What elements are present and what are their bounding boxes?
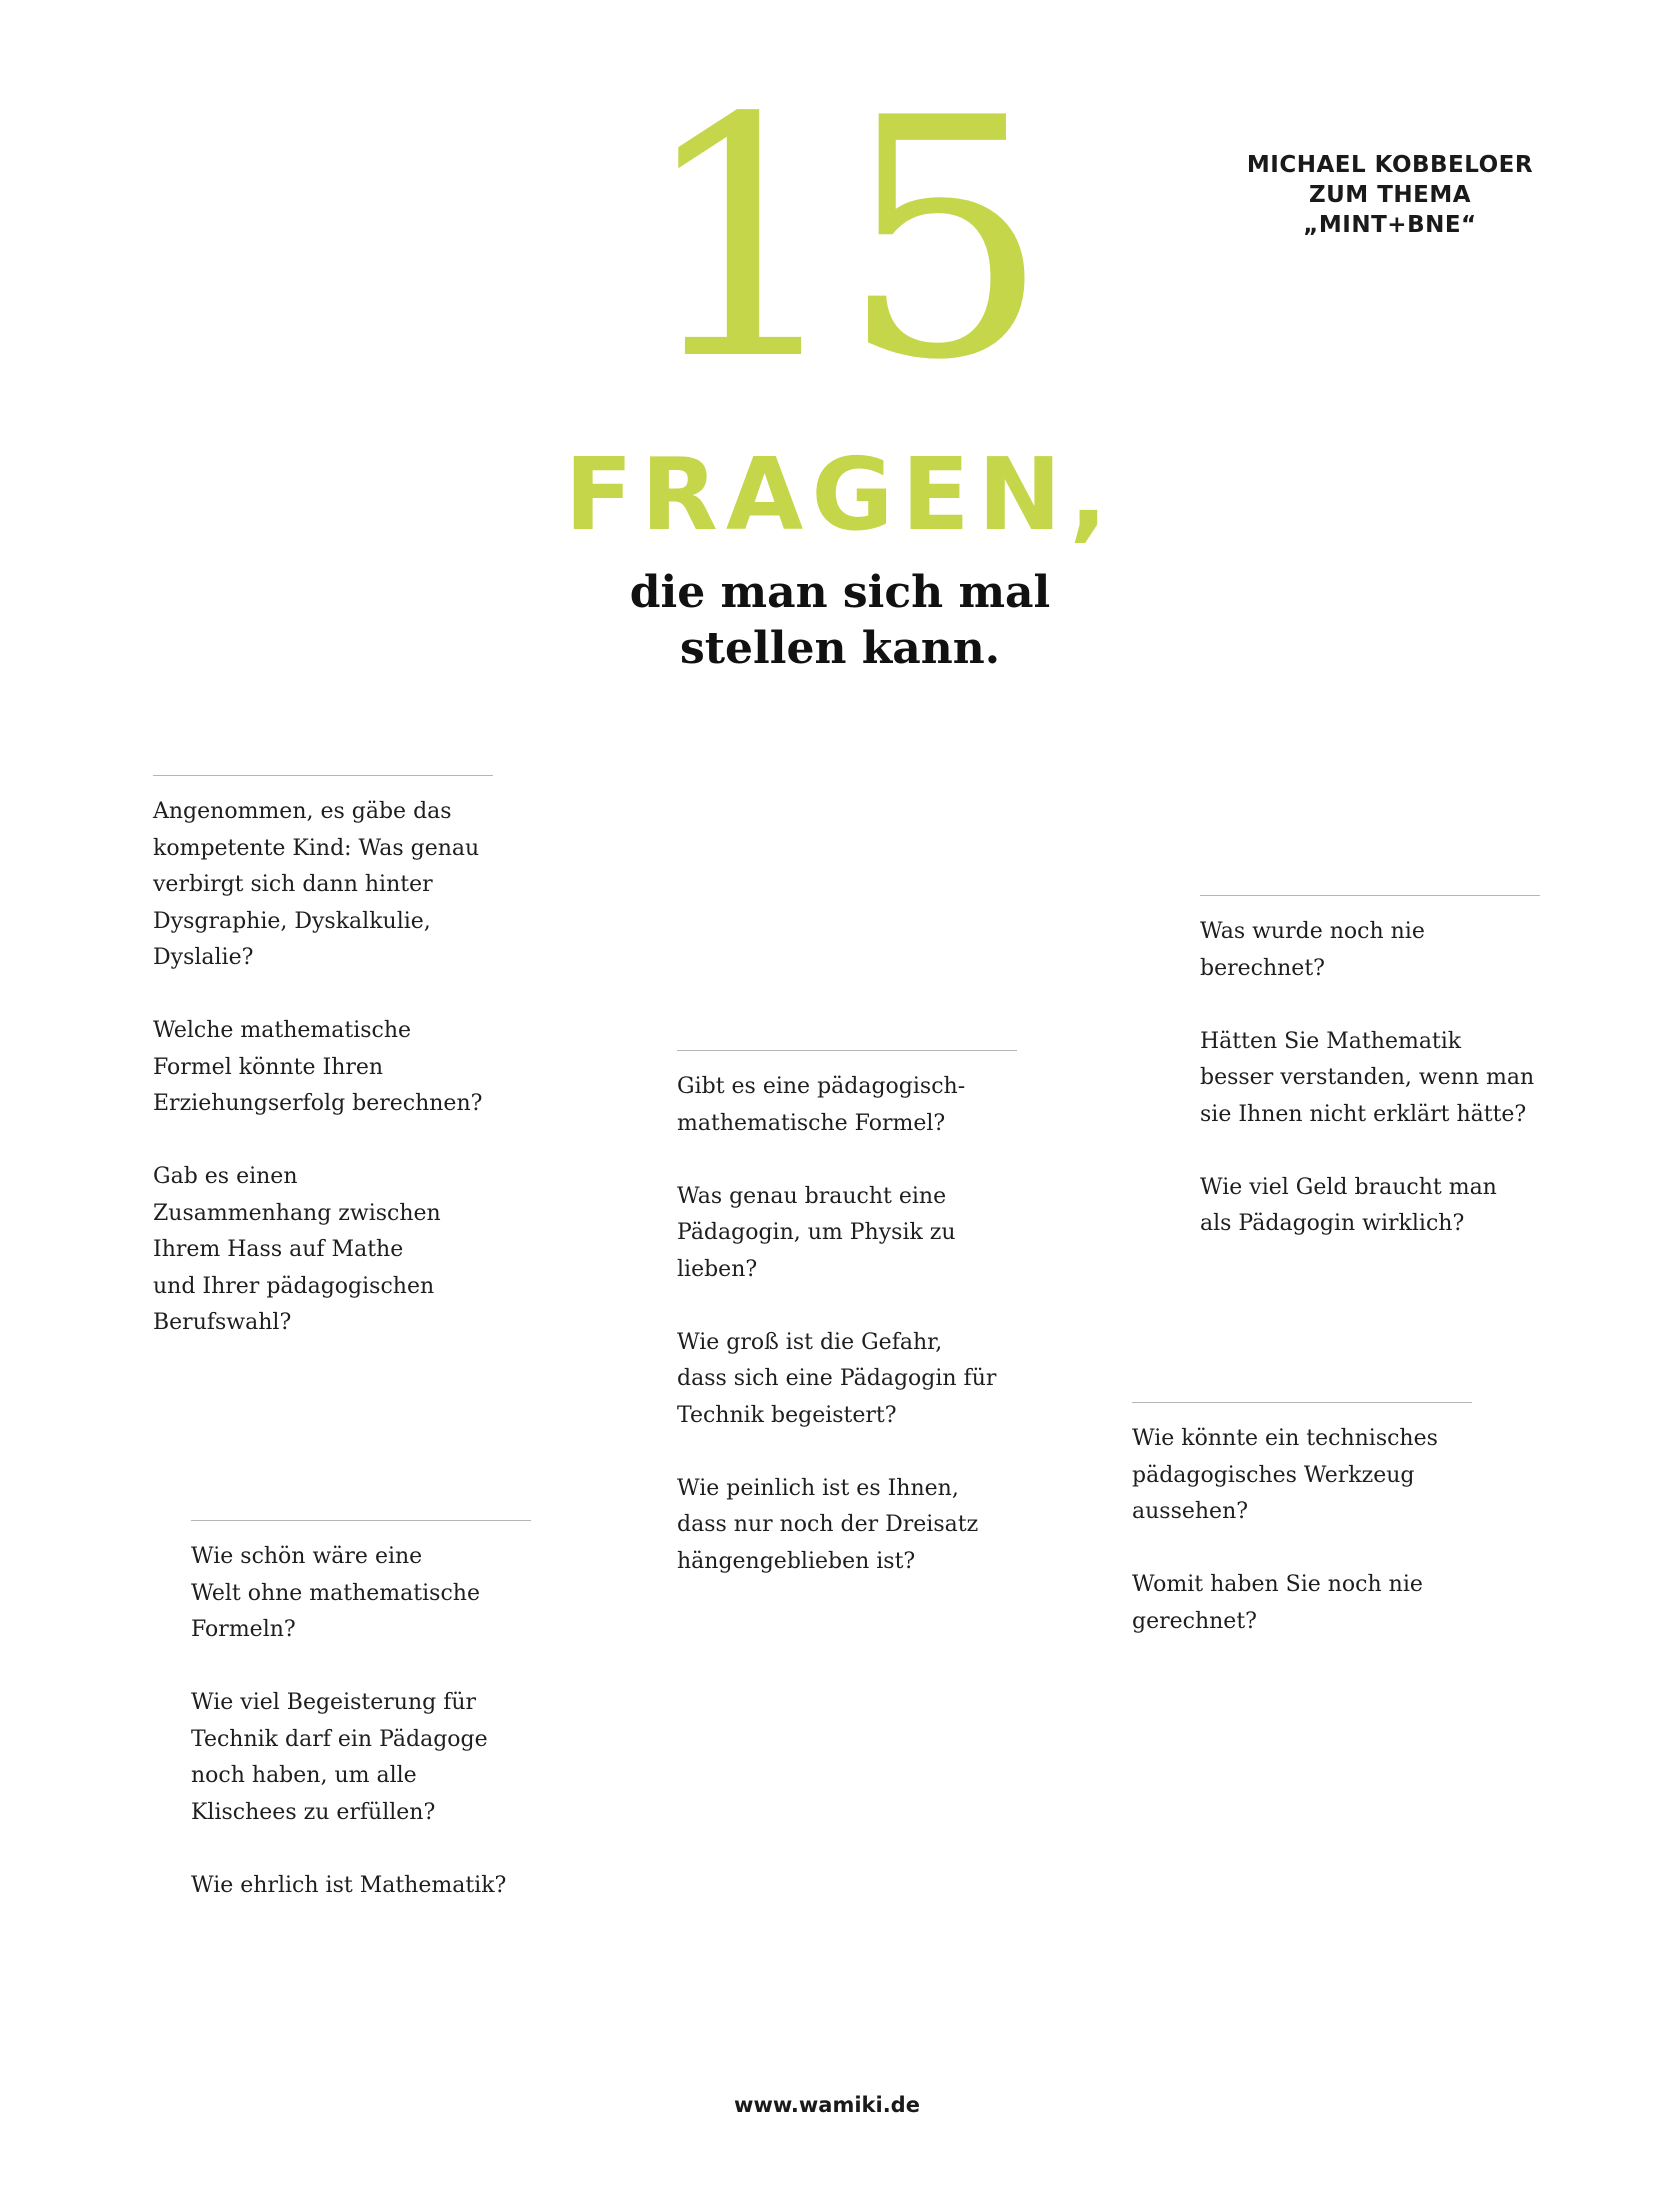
question-line: als Pädagogin wirklich? (1200, 1211, 1465, 1236)
question (191, 1539, 531, 1649)
question-line: Dyslalie? (153, 945, 254, 970)
question-line: kompetente Kind: Was genau (153, 835, 480, 861)
question-block-5 (1132, 1402, 1472, 1640)
question-block-4 (1200, 895, 1540, 1243)
title-subtitle (560, 565, 1120, 677)
question-block-2 (191, 1520, 531, 1904)
question-line: Womit haben Sie noch nie (1132, 1572, 1423, 1597)
question-line: Wie viel Geld braucht man (1200, 1174, 1497, 1200)
question (1132, 1421, 1472, 1531)
question (1200, 1170, 1540, 1243)
question (677, 1325, 1017, 1435)
question-line: Formel könnte Ihren (153, 1054, 384, 1080)
question-line: und Ihrer pädagogischen (153, 1273, 435, 1299)
question-line: Formeln? (191, 1617, 296, 1642)
question (153, 1159, 493, 1342)
question (191, 1685, 531, 1831)
question-line: Klischees zu erfüllen? (191, 1799, 436, 1825)
title-number: 15 (638, 48, 1042, 432)
question-line: noch haben, um alle (191, 1763, 417, 1788)
question (153, 794, 493, 977)
question-line: Welche mathematische (153, 1018, 412, 1043)
subtitle-line: die man sich mal (629, 567, 1051, 618)
question-line: berechnet? (1200, 955, 1325, 981)
question-line: Ihrem Hass auf Mathe (153, 1237, 404, 1262)
subtitle-line: stellen kann. (679, 623, 1001, 674)
question-line: Wie groß ist die Gefahr, (677, 1329, 943, 1355)
question-line: Dysgraphie, Dyskalkulie, (153, 908, 431, 934)
footer-url[interactable]: www.wamiki.de (734, 2093, 920, 2117)
question-line: lieben? (677, 1256, 758, 1282)
question-line: Welt ohne mathematische (191, 1580, 480, 1606)
question (153, 1013, 493, 1123)
question-line: Wie peinlich ist es Ihnen, (677, 1475, 959, 1501)
question-line: Wie viel Begeisterung für (191, 1690, 477, 1715)
title-headline: FRAGEN, (564, 436, 1116, 553)
question-line: Berufswahl? (153, 1310, 292, 1335)
question-line: Angenommen, es gäbe das (153, 799, 452, 824)
question-block-1 (153, 775, 493, 1342)
author-info (1220, 150, 1560, 240)
question-line: sie Ihnen nicht erklärt hätte? (1200, 1101, 1527, 1127)
question-line: Hätten Sie Mathematik (1200, 1028, 1462, 1054)
question (677, 1471, 1017, 1581)
question-line: Pädagogin, um Physik zu (677, 1220, 956, 1245)
question-line: Was genau braucht eine (677, 1183, 947, 1209)
question-line: Erziehungserfolg berechnen? (153, 1091, 483, 1116)
question-line: pädagogisches Werkzeug (1132, 1462, 1415, 1488)
question-line: Technik begeistert? (677, 1402, 897, 1428)
question-line: gerechnet? (1132, 1608, 1257, 1634)
question (677, 1179, 1017, 1289)
question-line: Gibt es eine pädagogisch- (677, 1074, 966, 1099)
question (1132, 1567, 1472, 1640)
question-line: Wie könnte ein technisches (1132, 1426, 1438, 1451)
question-line: Wie ehrlich ist Mathematik? (191, 1872, 507, 1898)
question-line: Technik darf ein Pädagoge (191, 1726, 488, 1752)
topic-name: „MINT+BNE“ (1303, 212, 1477, 238)
question-line: Gab es einen (153, 1164, 298, 1189)
question-line: besser verstanden, wenn man (1200, 1065, 1535, 1090)
question (1200, 914, 1540, 987)
topic-label: ZUM THEMA (1308, 182, 1472, 208)
question-line: mathematische Formel? (677, 1110, 946, 1136)
question-line: hängengeblieben ist? (677, 1548, 916, 1574)
question-line: dass nur noch der Dreisatz (677, 1512, 979, 1537)
question-line: aussehen? (1132, 1499, 1249, 1524)
question-line: verbirgt sich dann hinter (153, 872, 433, 897)
question-line: Wie schön wäre eine (191, 1544, 423, 1569)
question-line: Zusammenhang zwischen (153, 1200, 441, 1226)
question (191, 1868, 531, 1905)
question-line: Was wurde noch nie (1200, 919, 1425, 944)
question-block-3 (677, 1050, 1017, 1580)
author-name: MICHAEL KOBBELOER (1246, 152, 1534, 178)
question-line: dass sich eine Pädagogin für (677, 1366, 997, 1391)
question (1200, 1024, 1540, 1134)
question (677, 1069, 1017, 1142)
